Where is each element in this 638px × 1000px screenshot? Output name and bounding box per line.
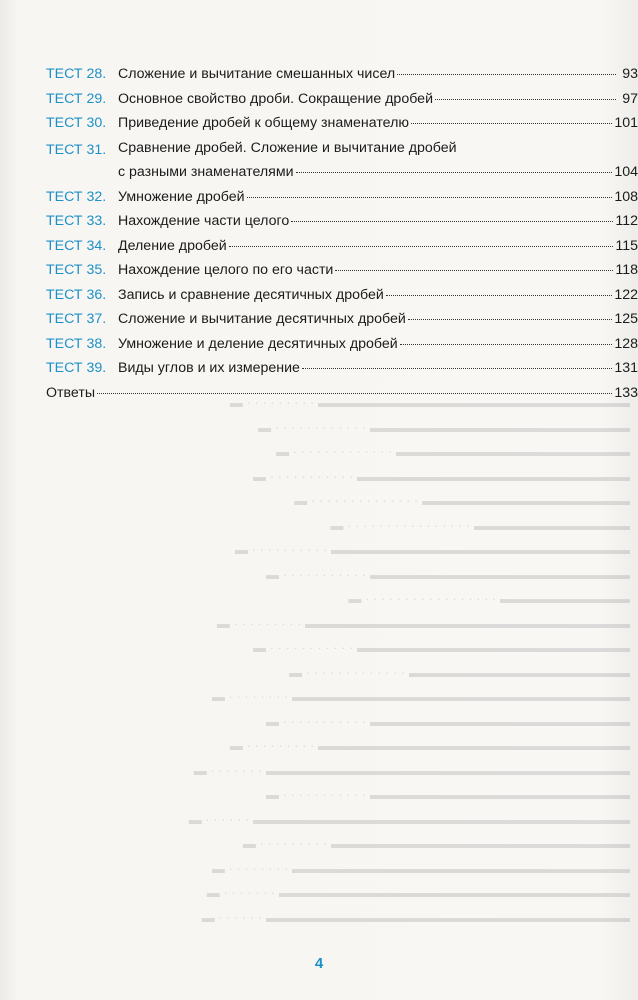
bleed-through-texture: ▬▬▬▬▬▬▬▬▬▬▬▬▬▬▬▬▬▬▬▬▬▬▬▬ · · · · · · · · · ▬ ▬▬▬▬▬▬▬▬▬▬▬▬▬▬▬▬▬▬▬▬ · · · · · · · · · · · · ▬ ▬▬▬▬▬▬▬▬▬▬▬▬▬▬▬▬▬▬ · · · · · · · · · · · · · ▬ ▬▬▬▬▬▬▬▬▬▬▬▬▬▬▬▬▬▬▬▬▬ · · · · · · · · · · · ▬ ▬▬▬▬▬▬▬▬▬▬▬▬▬▬▬▬ · · · · · · · · · · · · · · ▬ ▬▬▬▬▬▬▬▬▬▬▬▬ · · · · · · · · · · · · · · · · ▬ ▬▬▬▬▬▬▬▬▬▬▬▬▬▬▬▬▬▬▬▬▬▬▬ · · · · · · · · · · ▬ ▬▬▬▬▬▬▬▬▬▬▬▬▬▬▬▬▬▬▬▬ · · · · · · · · · · · ▬ ▬▬▬▬▬▬▬▬▬▬ · · · · · · · · · · · · · · · · · ▬ ▬▬▬▬▬▬▬▬▬▬▬▬▬▬▬▬▬▬▬▬▬▬▬▬▬ · · · · · · · · · ▬ ▬▬▬▬▬▬▬▬▬▬▬▬▬▬▬▬▬▬▬▬▬ · · · · · · · · · · · ▬ ▬▬▬▬▬▬▬▬▬▬▬▬▬▬▬▬▬ · · · · · · · · · · · · · ▬ ▬▬▬▬▬▬▬▬▬▬▬▬▬▬▬▬▬▬▬▬▬▬▬▬▬▬ · · · · · · · · ▬ ▬▬▬▬▬▬▬▬▬▬▬▬▬▬▬▬▬▬▬▬ · · · · · · · · · · · ▬ ▬▬▬▬▬▬▬▬▬▬▬▬▬▬▬▬▬▬▬▬▬▬▬▬ · · · · · · · · · ▬ ▬▬▬▬▬▬▬▬▬▬▬▬▬▬▬▬▬▬▬▬▬▬▬▬▬▬▬▬ · · · · · · · ▬ ▬▬▬▬▬▬▬▬▬▬▬▬▬▬▬▬▬▬▬▬ · · · · · · · · · · · ▬ ▬▬▬▬▬▬▬▬▬▬▬▬▬▬▬▬▬▬▬▬▬▬▬▬▬▬▬▬▬ · · · · · · ▬ ▬▬▬▬▬▬▬▬▬▬▬▬▬▬▬▬▬▬▬▬▬▬▬ · · · · · · · · · ▬ ▬▬▬▬▬▬▬▬▬▬▬▬▬▬▬▬▬▬▬▬▬▬▬▬▬▬ · · · · · · · · ▬ ▬▬▬▬▬▬▬▬▬▬▬▬▬▬▬▬▬▬▬▬▬▬▬▬▬▬▬ · · · · · · · ▬ ▬▬▬▬▬▬▬▬▬▬▬▬▬▬▬▬▬▬▬▬▬▬▬▬▬▬▬▬ · · · · · · ▬ xyxy=(188,395,630,925)
toc-entry[interactable] xyxy=(46,189,638,214)
test-title: Умножение дробей xyxy=(118,188,245,205)
test-number: ТЕСТ 29. xyxy=(46,90,107,107)
page-reference: 131 xyxy=(614,360,638,376)
page-reference: 97 xyxy=(622,90,638,107)
dot-leader xyxy=(386,294,613,296)
toc-entry[interactable] xyxy=(46,360,638,385)
test-number: ТЕСТ 28. xyxy=(46,66,107,82)
dot-leader xyxy=(411,122,612,124)
toc-entry[interactable] xyxy=(46,213,638,238)
toc-entry[interactable] xyxy=(46,287,638,312)
dot-leader xyxy=(97,392,612,394)
toc-entry[interactable] xyxy=(46,140,638,189)
test-number: ТЕСТ 32. xyxy=(46,188,107,205)
dot-leader xyxy=(291,220,613,222)
test-number: ТЕСТ 35. xyxy=(46,262,107,278)
page-reference: 104 xyxy=(614,164,638,180)
dot-leader xyxy=(400,343,613,345)
test-number: ТЕСТ 30. xyxy=(46,115,107,131)
page-reference: 118 xyxy=(615,262,638,278)
dot-leader xyxy=(229,245,614,247)
page-reference: 133 xyxy=(614,384,638,401)
page-reference: 101 xyxy=(614,115,638,131)
test-title: Сложение и вычитание десятичных дробей xyxy=(118,311,406,327)
test-title: Нахождение целого по его части xyxy=(118,262,334,278)
page-reference: 115 xyxy=(615,237,638,254)
page-reference: 125 xyxy=(614,311,638,327)
test-title: Сложение и вычитание смешанных чисел xyxy=(118,66,396,82)
test-title: Виды углов и их измерение xyxy=(118,360,300,376)
toc-entry[interactable] xyxy=(46,66,638,91)
test-title: Сравнение дробей. Сложение и вычитание дробей xyxy=(118,139,457,156)
test-number: ТЕСТ 38. xyxy=(46,335,107,352)
answers-title: Ответы xyxy=(46,384,96,401)
page-number: 4 xyxy=(314,955,324,972)
dot-leader xyxy=(302,367,612,369)
test-number: ТЕСТ 37. xyxy=(46,311,107,327)
test-number: ТЕСТ 34. xyxy=(46,237,107,254)
toc-entry[interactable] xyxy=(46,311,638,336)
dot-leader xyxy=(296,171,613,173)
dot-leader xyxy=(408,318,613,320)
page-reference: 108 xyxy=(614,188,638,205)
page-reference: 112 xyxy=(615,213,638,229)
test-title: Запись и сравнение десятичных дробей xyxy=(118,286,384,303)
test-number: ТЕСТ 33. xyxy=(46,213,107,229)
dot-leader xyxy=(397,73,616,75)
test-number: ТЕСТ 36. xyxy=(46,286,107,303)
dot-leader xyxy=(247,196,613,198)
page-reference: 128 xyxy=(614,335,638,352)
test-title: Деление дробей xyxy=(118,237,227,254)
test-title: Нахождение части целого xyxy=(118,213,290,229)
dot-leader xyxy=(335,269,613,271)
test-title: Основное свойство дроби. Сокращение дробей xyxy=(118,90,433,107)
toc-entry[interactable] xyxy=(46,115,638,140)
test-number: ТЕСТ 39. xyxy=(46,360,107,376)
page-reference: 93 xyxy=(622,66,638,82)
toc-entry[interactable] xyxy=(46,336,638,361)
test-number: ТЕСТ 31. xyxy=(46,141,107,158)
test-title-continued: с разными знаменателями xyxy=(118,164,294,180)
toc-entry[interactable] xyxy=(46,91,638,116)
toc-entry[interactable] xyxy=(46,262,638,287)
dot-leader xyxy=(435,98,616,100)
page-reference: 122 xyxy=(614,286,638,303)
test-title: Умножение и деление десятичных дробей xyxy=(118,335,398,352)
test-title: Приведение дробей к общему знаменателю xyxy=(118,115,409,131)
table-of-contents xyxy=(46,66,638,409)
toc-entry[interactable] xyxy=(46,238,638,263)
